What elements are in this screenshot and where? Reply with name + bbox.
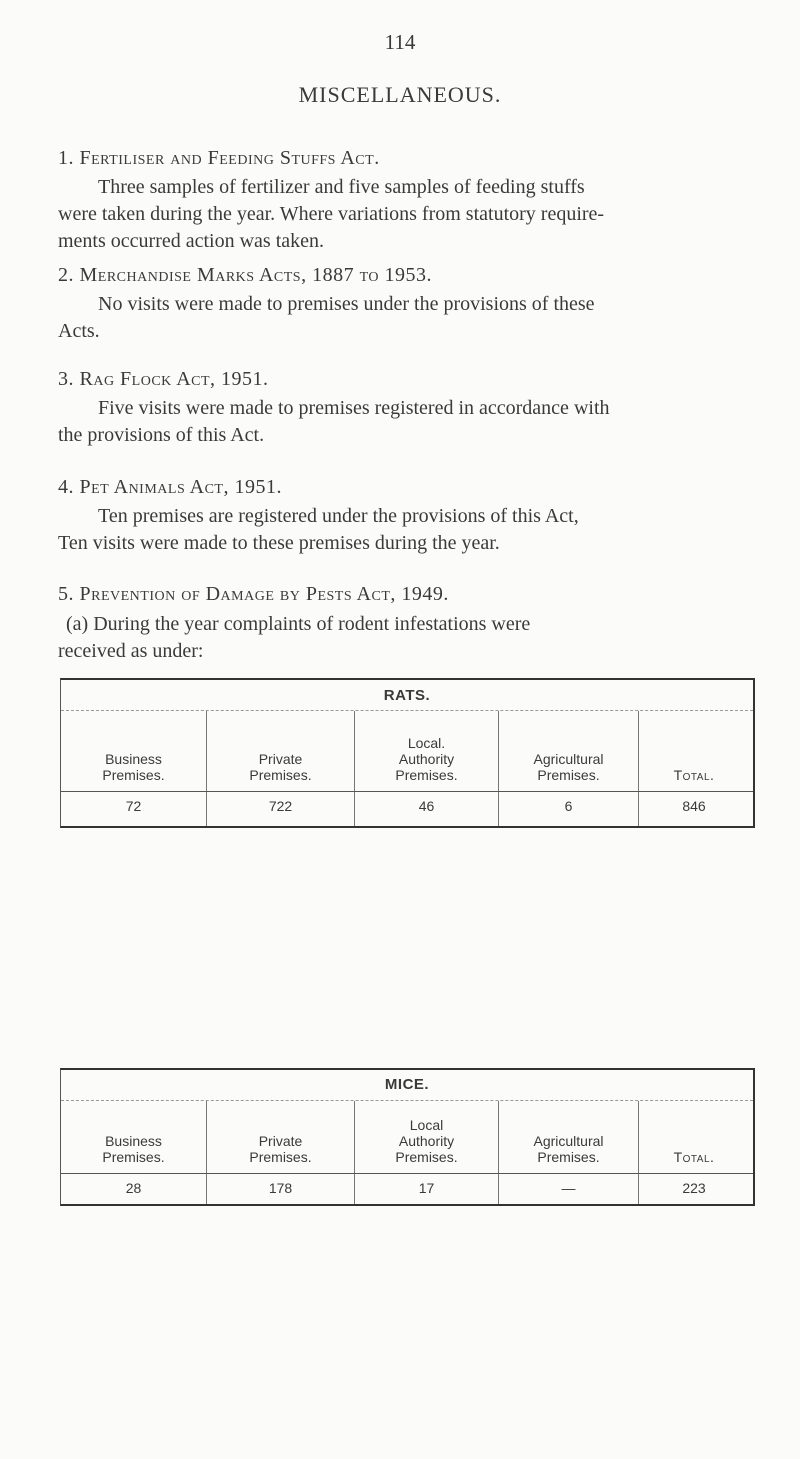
section-3-title: 3. Rag Flock Act, 1951. — [58, 368, 269, 390]
section-4-title: 4. Pet Animals Act, 1951. — [58, 476, 282, 498]
mice-value-agricultural: — — [499, 1174, 639, 1204]
mice-header-local-authority: Local Authority Premises. — [355, 1101, 499, 1173]
rats-header-local-authority: Local. Authority Premises. — [355, 711, 499, 791]
mice-value-business: 28 — [61, 1174, 207, 1204]
page-heading: MISCELLANEOUS. — [298, 82, 502, 107]
rats-header-row — [61, 711, 753, 792]
rats-value-row — [61, 792, 753, 826]
mice-header-row — [61, 1101, 753, 1174]
section-2-title: 2. Merchandise Marks Acts, 1887 to 1953. — [58, 264, 433, 286]
mice-value-row — [61, 1174, 753, 1204]
page-number: 114 — [384, 30, 416, 54]
section-1-text: Three samples of fertilizer and five samples of feeding stuffs were taken during the year. Where variations from statutory require- ments occurred action was taken. — [58, 176, 605, 252]
rats-value-private: 722 — [207, 792, 355, 826]
rats-header-business: Business Premises. — [61, 711, 207, 791]
rats-value-agricultural: 6 — [499, 792, 639, 826]
section-1-title: 1. Fertiliser and Feeding Stuffs Act. — [58, 147, 380, 169]
mice-value-private: 178 — [207, 1174, 355, 1204]
section-4-text: Ten premises are registered under the provisions of this Act, Ten visits were made to these premises during the year. — [58, 505, 579, 554]
mice-header-total: Total. — [673, 1149, 715, 1165]
mice-value-total: 223 — [682, 1180, 706, 1196]
rats-header-private: Private Premises. — [207, 711, 355, 791]
rats-value-business: 72 — [61, 792, 207, 826]
mice-header-agricultural: Agricultural Premises. — [499, 1101, 639, 1173]
mice-header-business: Business Premises. — [61, 1101, 207, 1173]
mice-table-title: MICE. — [61, 1070, 753, 1101]
rats-table — [60, 678, 755, 828]
mice-value-local-authority: 17 — [355, 1174, 499, 1204]
rats-table-title: RATS. — [61, 680, 753, 711]
rats-header-total: Total. — [673, 767, 715, 783]
section-5-title: 5. Prevention of Damage by Pests Act, 1949. — [58, 583, 449, 605]
mice-header-private: Private Premises. — [207, 1101, 355, 1173]
rats-header-agricultural: Agricultural Premises. — [499, 711, 639, 791]
rats-value-local-authority: 46 — [355, 792, 499, 826]
section-2-text: No visits were made to premises under the provisions of these Acts. — [58, 293, 595, 342]
mice-table — [60, 1068, 755, 1206]
section-5-text: (a) During the year complaints of rodent infestations were received as under: — [58, 613, 531, 662]
rats-value-total: 846 — [682, 798, 706, 814]
section-3-text: Five visits were made to premises registered in accordance with the provisions of this Act. — [58, 397, 610, 446]
